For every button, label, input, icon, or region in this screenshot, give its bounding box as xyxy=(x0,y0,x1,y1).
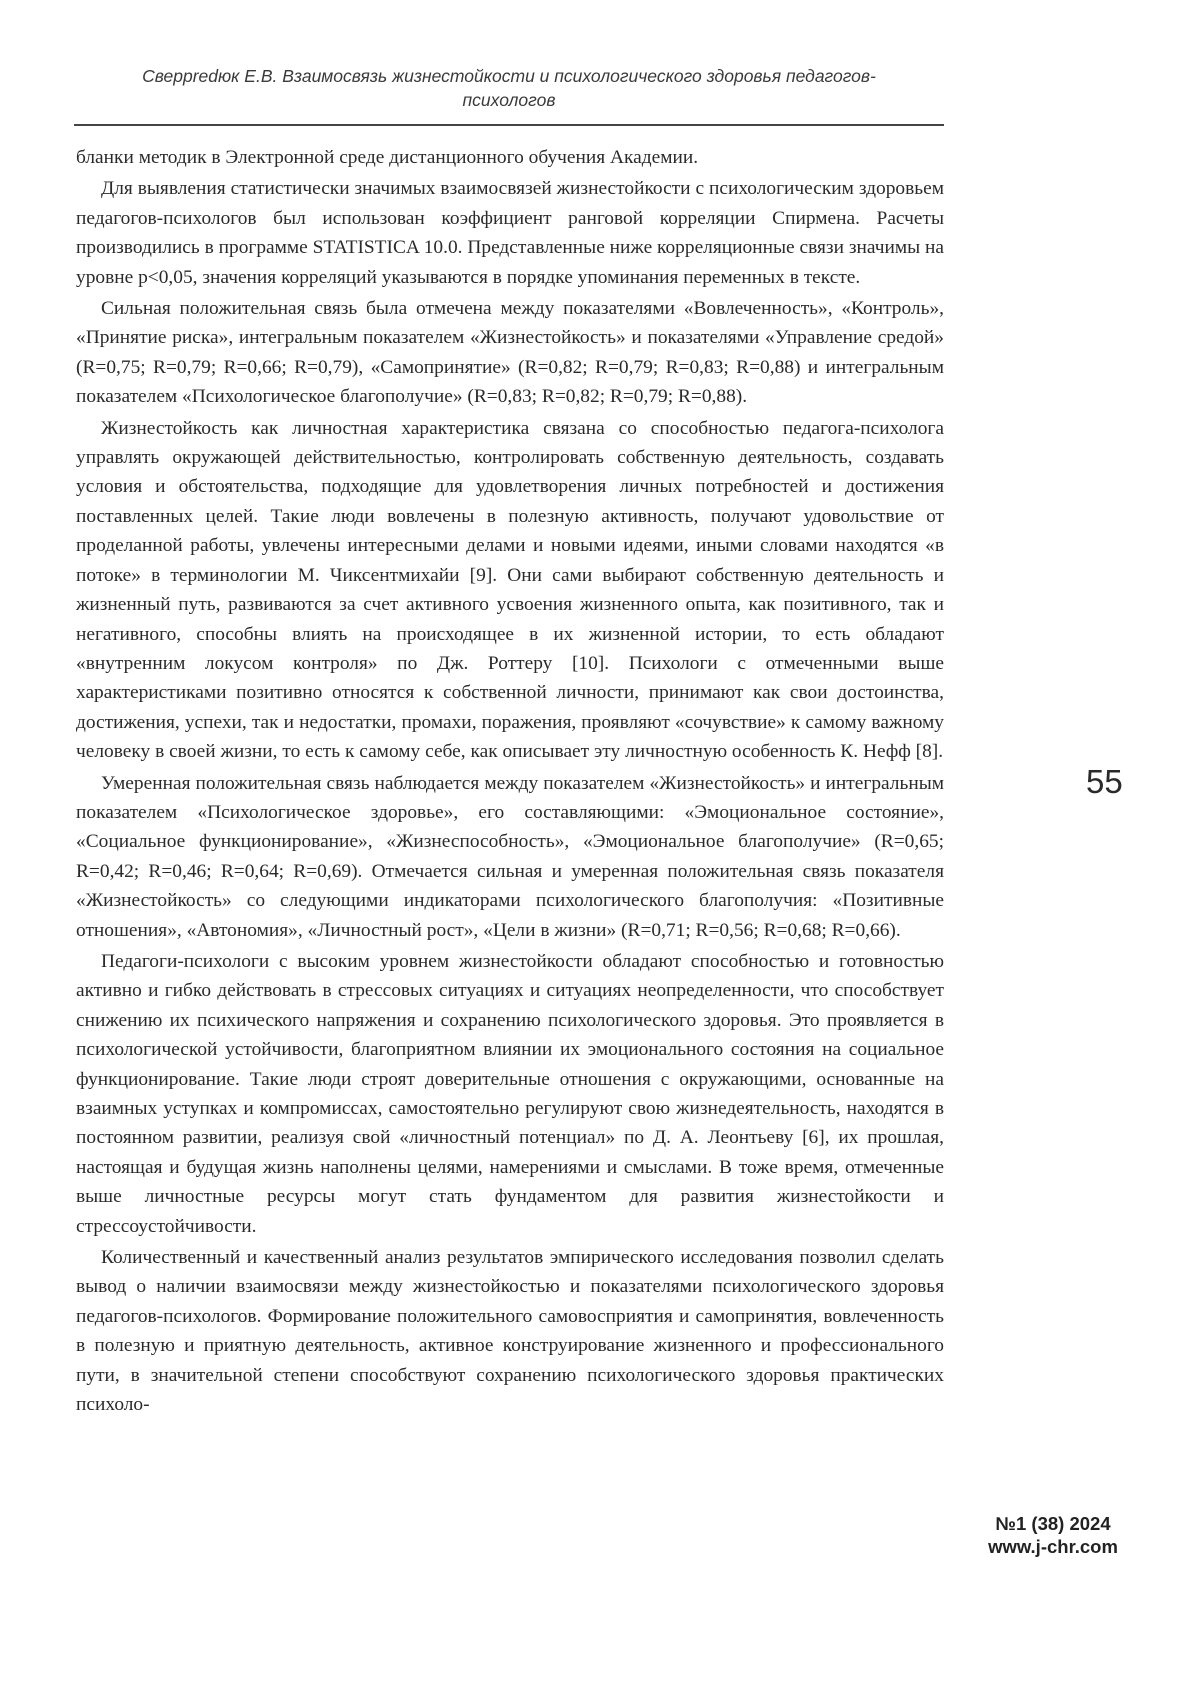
journal-website: www.j-chr.com xyxy=(988,1536,1118,1557)
running-header-line-2: психологов xyxy=(462,90,556,110)
paragraph-conclusion: Количественный и качественный анализ результатов эмпирического исследования позволил сделать вывод о наличии взаимосвязи между жизнестойкостью и показателями психологического здоровья педагогов-психологов. Формирование положительного самовосприятия и самопринятия, вовлеченность в полезную и приятную деятельность, активное конструирование жизненного и профессионального пути, в значительной степени способствуют сохранению психологического здоровья практических психоло- xyxy=(76,1247,944,1416)
journal-issue: №1 (38) 2024 xyxy=(995,1513,1111,1534)
page-number: 55 xyxy=(1086,763,1123,800)
paragraph-moderate-correlation: Умеренная положительная связь наблюдается между показателем «Жизнестойкость» и интегральным показателем «Психологическое здоровье», его составляющими: «Эмоциональное состояние», «Социальное функционирование», «Жизнеспособность», «Эмоциональное благополучие» (R=0,65; R=0,42; R=0,46; R=0,64; R=0,69). Отмечается сильная и умеренная положительная связь показателя «Жизнестойкость» со следующими индикаторами психологического благополучия: «Позитивные отношения», «Автономия», «Личностный рост», «Цели в жизни» (R=0,71; R=0,56; R=0,68; R=0,66). xyxy=(76,772,944,941)
header-divider xyxy=(74,124,944,126)
running-header-line-1: Сверpredюк Е.В. Взаимосвязь жизнестойкости и психологического здоровья педагогов- xyxy=(142,66,876,86)
journal-info xyxy=(973,1512,1133,1558)
paragraph-spearman-method: Для выявления статистически значимых взаимосвязей жизнестойкости с психологическим здоровьем педагогов-психологов был использован коэффициент ранговой корреляции Спирмена. Расчеты производились в программе STATISTICA 10.0. Представленные ниже корреляционные связи значимы на уровне p<0,05, значения корреляций указываются в порядке упоминания переменных в тексте. xyxy=(76,178,944,288)
article-body xyxy=(76,143,944,1421)
paragraph-continuation: бланки методик в Электронной среде дистанционного обучения Академии. xyxy=(76,147,699,168)
paragraph-strong-correlation: Сильная положительная связь была отмечена между показателями «Вовлеченность», «Контроль», «Принятие риска», интегральным показателем «Жизнестойкость» и показателями «Управление средой» (R=0,75; R=0,79; R=0,66; R=0,79), «Самопринятие» (R=0,82; R=0,79; R=0,83; R=0,88) и интегральным показателем «Психологическое благополучие» (R=0,83; R=0,82; R=0,79; R=0,88). xyxy=(76,298,944,408)
paragraph-high-hardiness: Педагоги-психологи с высоким уровнем жизнестойкости обладают способностью и готовностью активно и гибко действовать в стрессовых ситуациях и ситуациях неопределенности, что способствует снижению их психического напряжения и сохранению психологического здоровья. Это проявляется в психологической устойчивости, благоприятном влиянии их эмоционального состояния на социальное функционирование. Такие люди строят доверительные отношения с окружающими, основанные на взаимных уступках и компромиссах, самостоятельно регулируют свою жизнедеятельность, находятся в постоянном развитии, реализуя свой «личностный потенциал» по Д. А. Леонтьеву [6], их прошлая, настоящая и будущая жизнь наполнены целями, намерениями и смыслами. В тоже время, отмеченные выше личностные ресурсы могут стать фундаментом для развития жизнестойкости и стрессоустойчивости. xyxy=(76,950,944,1237)
running-header xyxy=(74,64,944,112)
paragraph-hardiness-characteristic: Жизнестойкость как личностная характеристика связана со способностью педагога-психолога управлять окружающей действительностью, контролировать собственную деятельность, создавать условия и обстоятельства, подходящие для удовлетворения личных потребностей и достижения поставленных целей. Такие люди вовлечены в полезную активность, получают удовольствие от проделанной работы, увлечены интересными делами и новыми идеями, иными словами находятся «в потоке» в терминологии М. Чиксентмихайи [9]. Они сами выбирают собственную деятельность и жизненный путь, развиваются за счет активного усвоения жизненного опыта, как позитивного, так и негативного, способны влиять на происходящее в их жизненной истории, то есть обладают «внутренним локусом контроля» по Дж. Роттеру [10]. Психологи с отмеченными выше характеристиками позитивно относятся к собственной личности, принимают как свои достоинства, достижения, успехи, так и недостатки, промахи, поражения, проявляют «сочувствие» к самому важному человеку в своей жизни, то есть к самому себе, как описывает эту личностную особенность К. Нефф [8]. xyxy=(76,417,944,763)
